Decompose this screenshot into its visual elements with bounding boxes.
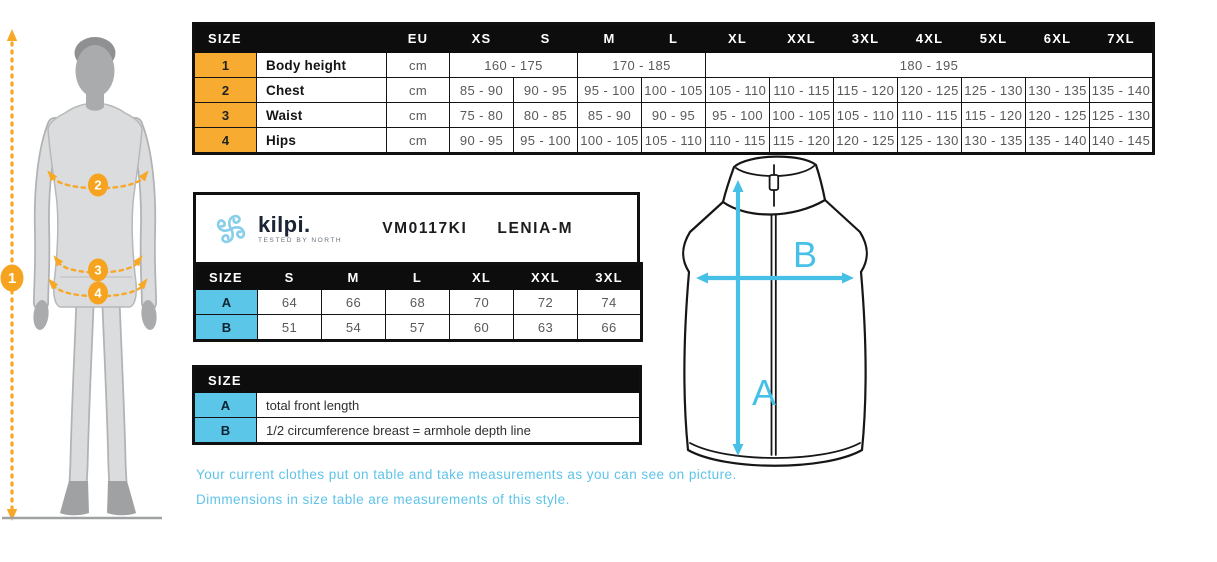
value-cell: 75 - 80: [450, 103, 514, 128]
value-cell: 110 - 115: [898, 103, 962, 128]
value-cell: 63: [514, 315, 578, 341]
value-cell: 105 - 110: [834, 103, 898, 128]
size-header: L: [386, 264, 450, 290]
measurement-notes: [196, 462, 737, 512]
size-header: XXL: [770, 24, 834, 53]
legend-description: total front length: [257, 393, 641, 418]
brand-header: [193, 192, 640, 265]
badge-3: 3: [94, 262, 102, 278]
value-cell: 125 - 130: [962, 78, 1026, 103]
table-row: [194, 78, 1154, 103]
value-cell: 120 - 125: [898, 78, 962, 103]
left-foot: [60, 481, 89, 515]
table-row: [194, 103, 1154, 128]
value-cell: 105 - 110: [706, 78, 770, 103]
value-cell: 115 - 120: [834, 78, 898, 103]
value-cell: 130 - 135: [962, 128, 1026, 154]
value-cell: 170 - 185: [578, 53, 706, 78]
row-unit: cm: [387, 128, 450, 154]
value-cell: 105 - 110: [642, 128, 706, 154]
value-cell: 135 - 140: [1090, 78, 1154, 103]
size-header: XL: [706, 24, 770, 53]
body-size-table: [192, 22, 1155, 155]
vest-label-a: A: [752, 372, 777, 413]
table-row: [194, 418, 641, 444]
size-col-header: SIZE: [195, 264, 258, 290]
table-row: [194, 53, 1154, 78]
size-header: S: [258, 264, 322, 290]
size-header: L: [642, 24, 706, 53]
value-cell: 95 - 100: [706, 103, 770, 128]
product-panel: [193, 192, 640, 342]
table-row: [195, 315, 642, 341]
row-label: Hips: [257, 128, 387, 154]
badge-2: 2: [94, 177, 102, 193]
table-row: [194, 393, 641, 418]
row-unit: cm: [387, 103, 450, 128]
value-cell: 125 - 130: [898, 128, 962, 154]
vest-illustration: [655, 150, 915, 470]
size-header: XXL: [514, 264, 578, 290]
row-label: Body height: [257, 53, 387, 78]
size-col-header: SIZE: [194, 367, 641, 393]
vest-outline: [683, 157, 867, 466]
badge-1: 1: [7, 270, 17, 287]
value-cell: 100 - 105: [642, 78, 706, 103]
value-cell: 120 - 125: [1026, 103, 1090, 128]
row-label: Chest: [257, 78, 387, 103]
brand-wordmark: kilpi.: [258, 211, 311, 237]
human-silhouette: [2, 37, 162, 518]
arrow-up-icon: [7, 29, 17, 41]
value-cell: 135 - 140: [1026, 128, 1090, 154]
kilpi-knot-icon: [209, 206, 253, 252]
value-cell: 74: [578, 290, 642, 315]
value-cell: 140 - 145: [1090, 128, 1154, 154]
head: [76, 45, 115, 97]
value-cell: 160 - 175: [450, 53, 578, 78]
value-cell: 110 - 115: [706, 128, 770, 154]
size-header: XL: [450, 264, 514, 290]
value-cell: 110 - 115: [770, 78, 834, 103]
size-header: 6XL: [1026, 24, 1090, 53]
value-cell: 115 - 120: [770, 128, 834, 154]
table-row: [195, 290, 642, 315]
row-label: B: [194, 418, 257, 444]
value-cell: 100 - 105: [578, 128, 642, 154]
value-cell: 90 - 95: [450, 128, 514, 154]
value-cell: 95 - 100: [578, 78, 642, 103]
size-header: 5XL: [962, 24, 1026, 53]
eu-col-header: EU: [387, 24, 450, 53]
size-header: 3XL: [834, 24, 898, 53]
value-cell: 125 - 130: [1090, 103, 1154, 128]
note-line: Dimmensions in size table are measurements of this style.: [196, 492, 570, 507]
value-cell: 85 - 90: [450, 78, 514, 103]
row-label: Waist: [257, 103, 387, 128]
row-number: 1: [194, 53, 257, 78]
value-cell: 57: [386, 315, 450, 341]
value-cell: 180 - 195: [706, 53, 1154, 78]
vest-label-b: B: [793, 234, 818, 275]
value-cell: 80 - 85: [514, 103, 578, 128]
value-cell: 54: [322, 315, 386, 341]
body-measurement-figure: [0, 25, 185, 525]
value-cell: 64: [258, 290, 322, 315]
size-header: S: [514, 24, 578, 53]
brand-tagline: TESTED BY NORTH: [258, 236, 343, 244]
row-number: 4: [194, 128, 257, 154]
size-header: M: [578, 24, 642, 53]
arrow-down-icon: [7, 509, 17, 521]
value-cell: 70: [450, 290, 514, 315]
size-header: M: [322, 264, 386, 290]
value-cell: 85 - 90: [578, 103, 642, 128]
value-cell: 72: [514, 290, 578, 315]
row-unit: cm: [387, 53, 450, 78]
size-header: 7XL: [1090, 24, 1154, 53]
value-cell: 60: [450, 315, 514, 341]
value-cell: 90 - 95: [642, 103, 706, 128]
value-cell: 66: [578, 315, 642, 341]
product-code: VM0117KI: [382, 219, 468, 237]
row-number: 3: [194, 103, 257, 128]
garment-size-table: [193, 262, 643, 342]
value-cell: 68: [386, 290, 450, 315]
value-cell: 66: [322, 290, 386, 315]
note-line: Your current clothes put on table and take measurements as you can see on picture.: [196, 467, 737, 482]
legend-table: [192, 365, 642, 445]
value-cell: 115 - 120: [962, 103, 1026, 128]
size-header: XS: [450, 24, 514, 53]
row-number: 2: [194, 78, 257, 103]
value-cell: 100 - 105: [770, 103, 834, 128]
value-cell: 120 - 125: [834, 128, 898, 154]
legend-description: 1/2 circumference breast = armhole depth line: [257, 418, 641, 444]
value-cell: 51: [258, 315, 322, 341]
row-label: B: [195, 315, 258, 341]
badge-4: 4: [94, 285, 102, 301]
row-label: A: [194, 393, 257, 418]
value-cell: 130 - 135: [1026, 78, 1090, 103]
product-name: LENIA-M: [497, 219, 574, 237]
size-col-header: SIZE: [194, 24, 387, 53]
size-header: 3XL: [578, 264, 642, 290]
value-cell: 95 - 100: [514, 128, 578, 154]
row-unit: cm: [387, 78, 450, 103]
row-label: A: [195, 290, 258, 315]
right-foot: [107, 481, 136, 515]
size-header: 4XL: [898, 24, 962, 53]
zipper-pull: [770, 175, 779, 190]
value-cell: 90 - 95: [514, 78, 578, 103]
